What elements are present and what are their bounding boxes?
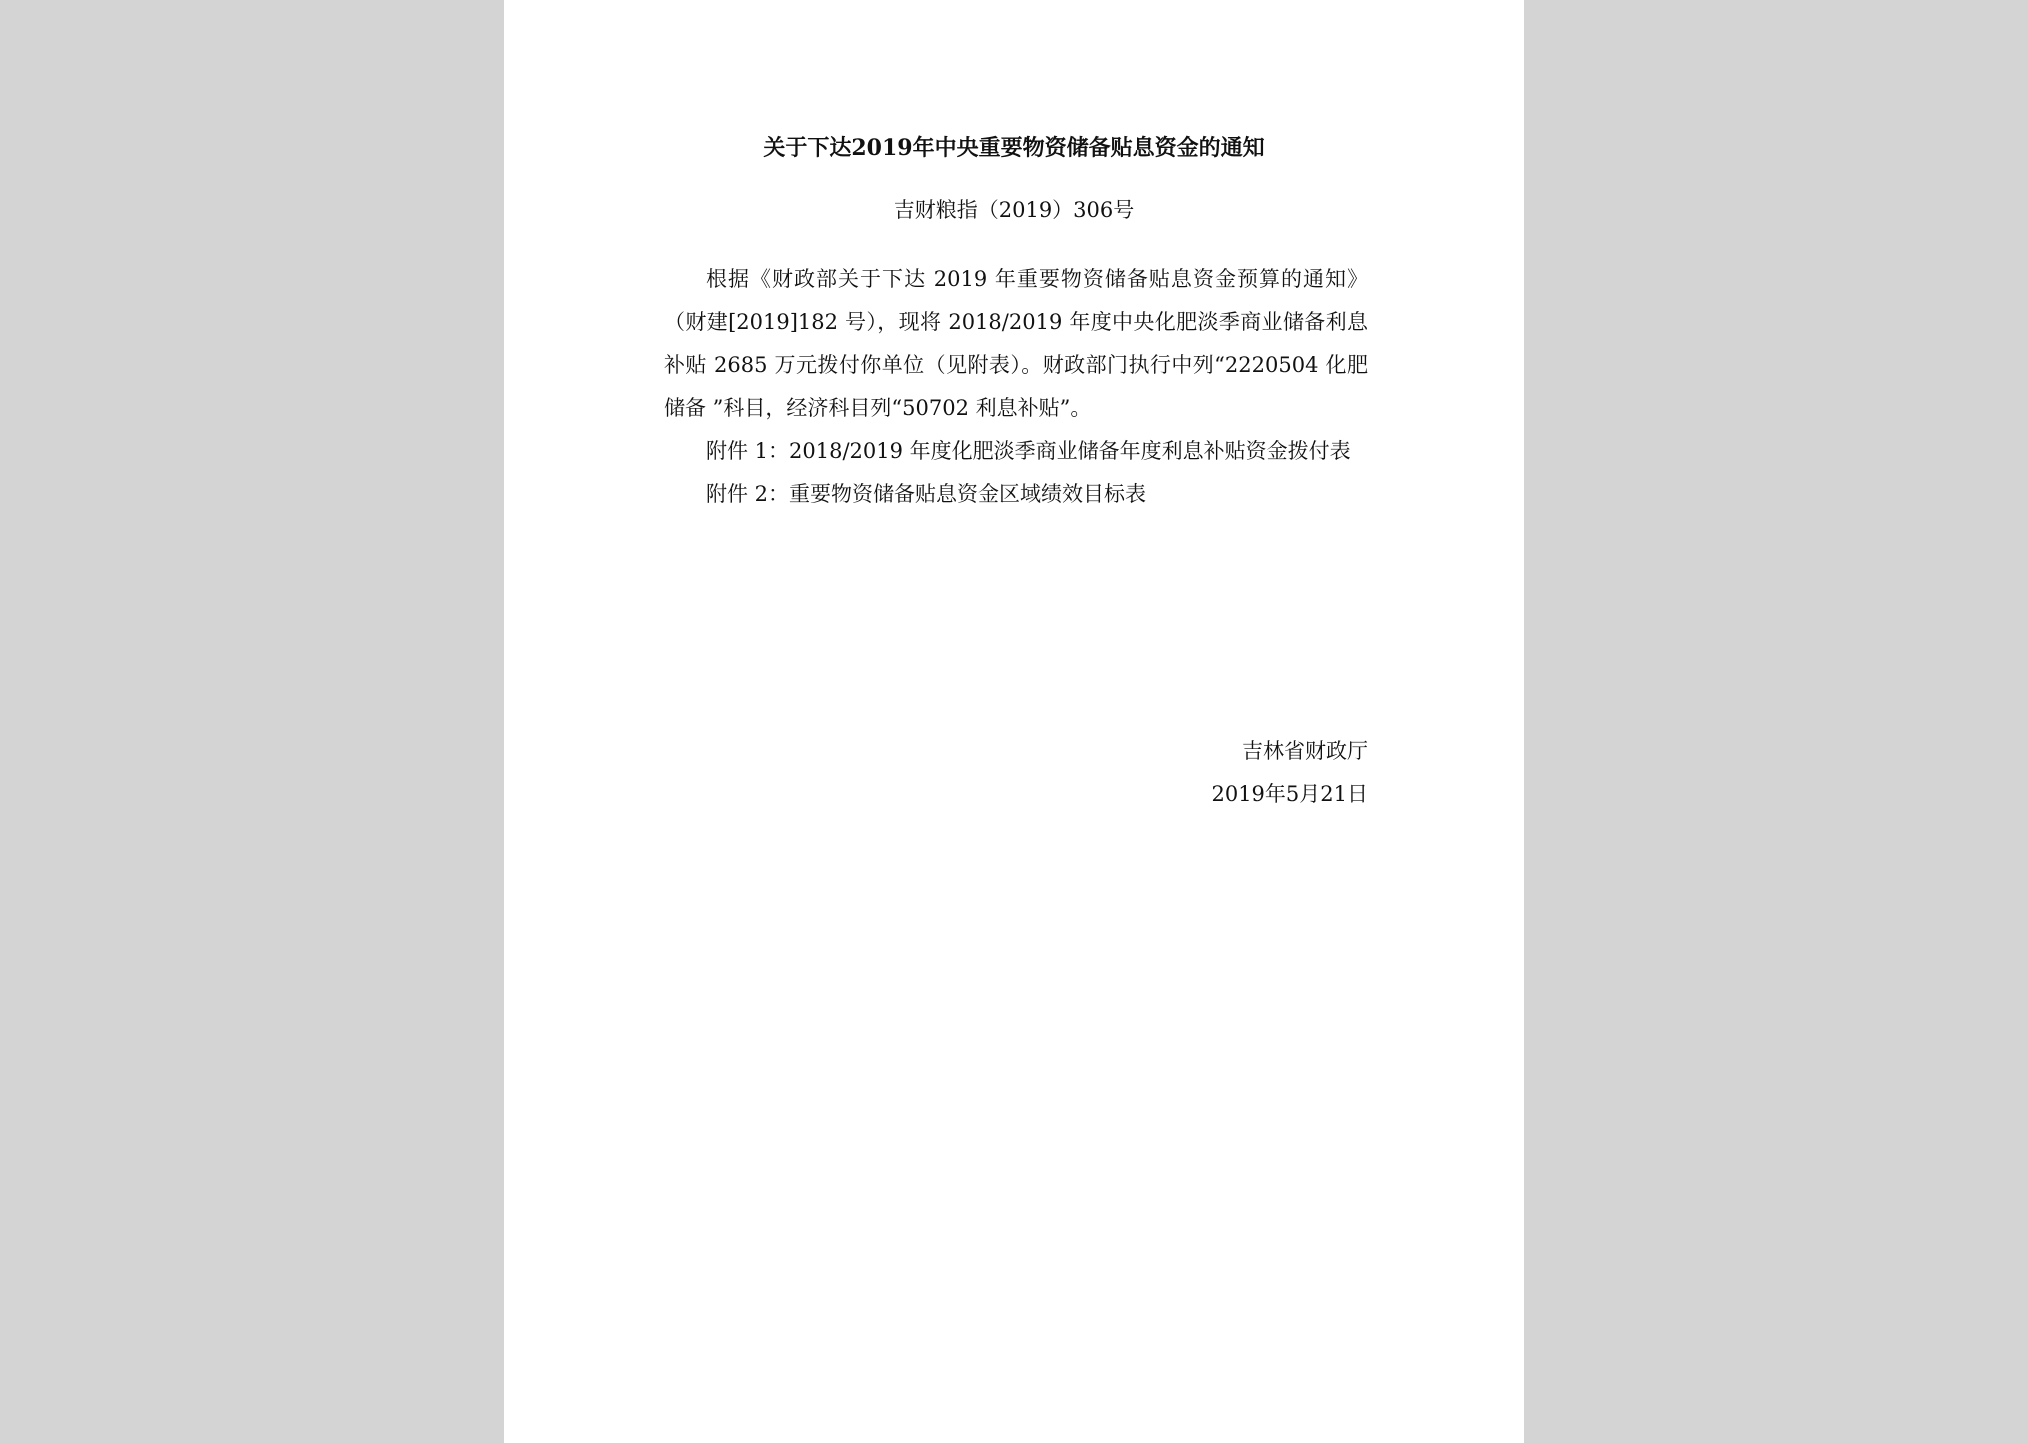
document-title: 关于下达2019年中央重要物资储备贴息资金的通知	[763, 135, 1265, 161]
signature-block	[1211, 730, 1368, 816]
attachment-2-line: 附件 2：重要物资储备贴息资金区域绩效目标表	[706, 482, 1147, 506]
issuer-name: 吉林省财政厅	[1242, 739, 1368, 763]
document-body	[664, 258, 1368, 516]
document-page	[504, 0, 1524, 1443]
attachment-1-line: 附件 1：2018/2019 年度化肥淡季商业储备年度利息补贴资金拨付表	[706, 439, 1351, 463]
body-paragraph: 根据《财政部关于下达 2019 年重要物资储备贴息资金预算的通知》（财建[2019]182 号），现将 2018/2019 年度中央化肥淡季商业储备利息补贴 2685 万元拨付你单位（见附表）。财政部门执行中列“2220504 化肥储备 ”科目，经济科目列“50702 利息补贴”。	[664, 267, 1368, 420]
issue-date: 2019年5月21日	[1211, 782, 1368, 806]
document-number: 吉财粮指（2019）306号	[893, 198, 1135, 222]
